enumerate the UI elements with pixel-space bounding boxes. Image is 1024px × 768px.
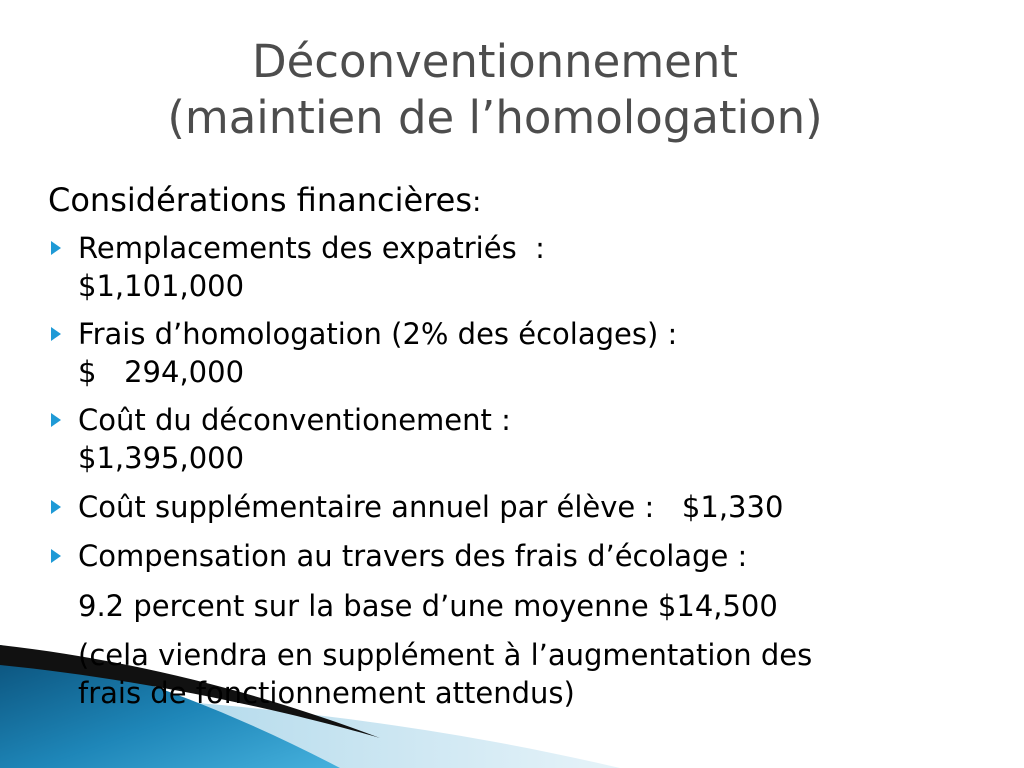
continuation-note-line-1: (cela viendra en supplément à l’augmentation des xyxy=(78,638,813,672)
title-line-2: (maintien de l’homologation) xyxy=(167,91,823,144)
bullet-arrow-icon xyxy=(51,500,61,514)
bullet-amount: $ 294,000 xyxy=(78,355,245,389)
bullet-amount: $1,395,000 xyxy=(78,441,245,475)
section-heading-colon: : xyxy=(471,185,482,218)
bullet-list xyxy=(48,229,812,712)
slide-title xyxy=(0,34,990,146)
bullet-arrow-icon xyxy=(51,327,61,341)
bullet-text: Coût du déconventionement : xyxy=(78,403,511,437)
bullet-text: Compensation au travers des frais d’écolage : xyxy=(78,539,748,573)
bullet-text: Remplacements des expatriés : xyxy=(78,231,545,265)
section-heading xyxy=(48,178,481,224)
title-line-1: Déconventionnement xyxy=(251,35,739,88)
continuation-text: 9.2 percent sur la base d’une moyenne $14,500 xyxy=(78,589,778,623)
bullet-item-deconventionment-cost xyxy=(48,401,812,477)
bullet-item-expatriate-replacements xyxy=(48,229,812,305)
bullet-arrow-icon xyxy=(51,549,61,563)
continuation-percent-line xyxy=(48,587,812,625)
section-heading-text: Considérations financières xyxy=(48,181,472,219)
bullet-item-homologation-fees xyxy=(48,315,812,391)
bullet-text: Coût supplémentaire annuel par élève : $1,330 xyxy=(78,490,784,524)
continuation-note-line-2: frais de fonctionnement attendus) xyxy=(78,676,575,710)
bullet-item-tuition-compensation xyxy=(48,537,812,575)
bullet-arrow-icon xyxy=(51,413,61,427)
bullet-amount: $1,101,000 xyxy=(78,269,245,303)
bullet-text: Frais d’homologation (2% des écolages) : xyxy=(78,317,678,351)
continuation-note xyxy=(48,636,812,712)
bullet-item-annual-cost-per-student xyxy=(48,488,812,526)
bullet-arrow-icon xyxy=(51,241,61,255)
